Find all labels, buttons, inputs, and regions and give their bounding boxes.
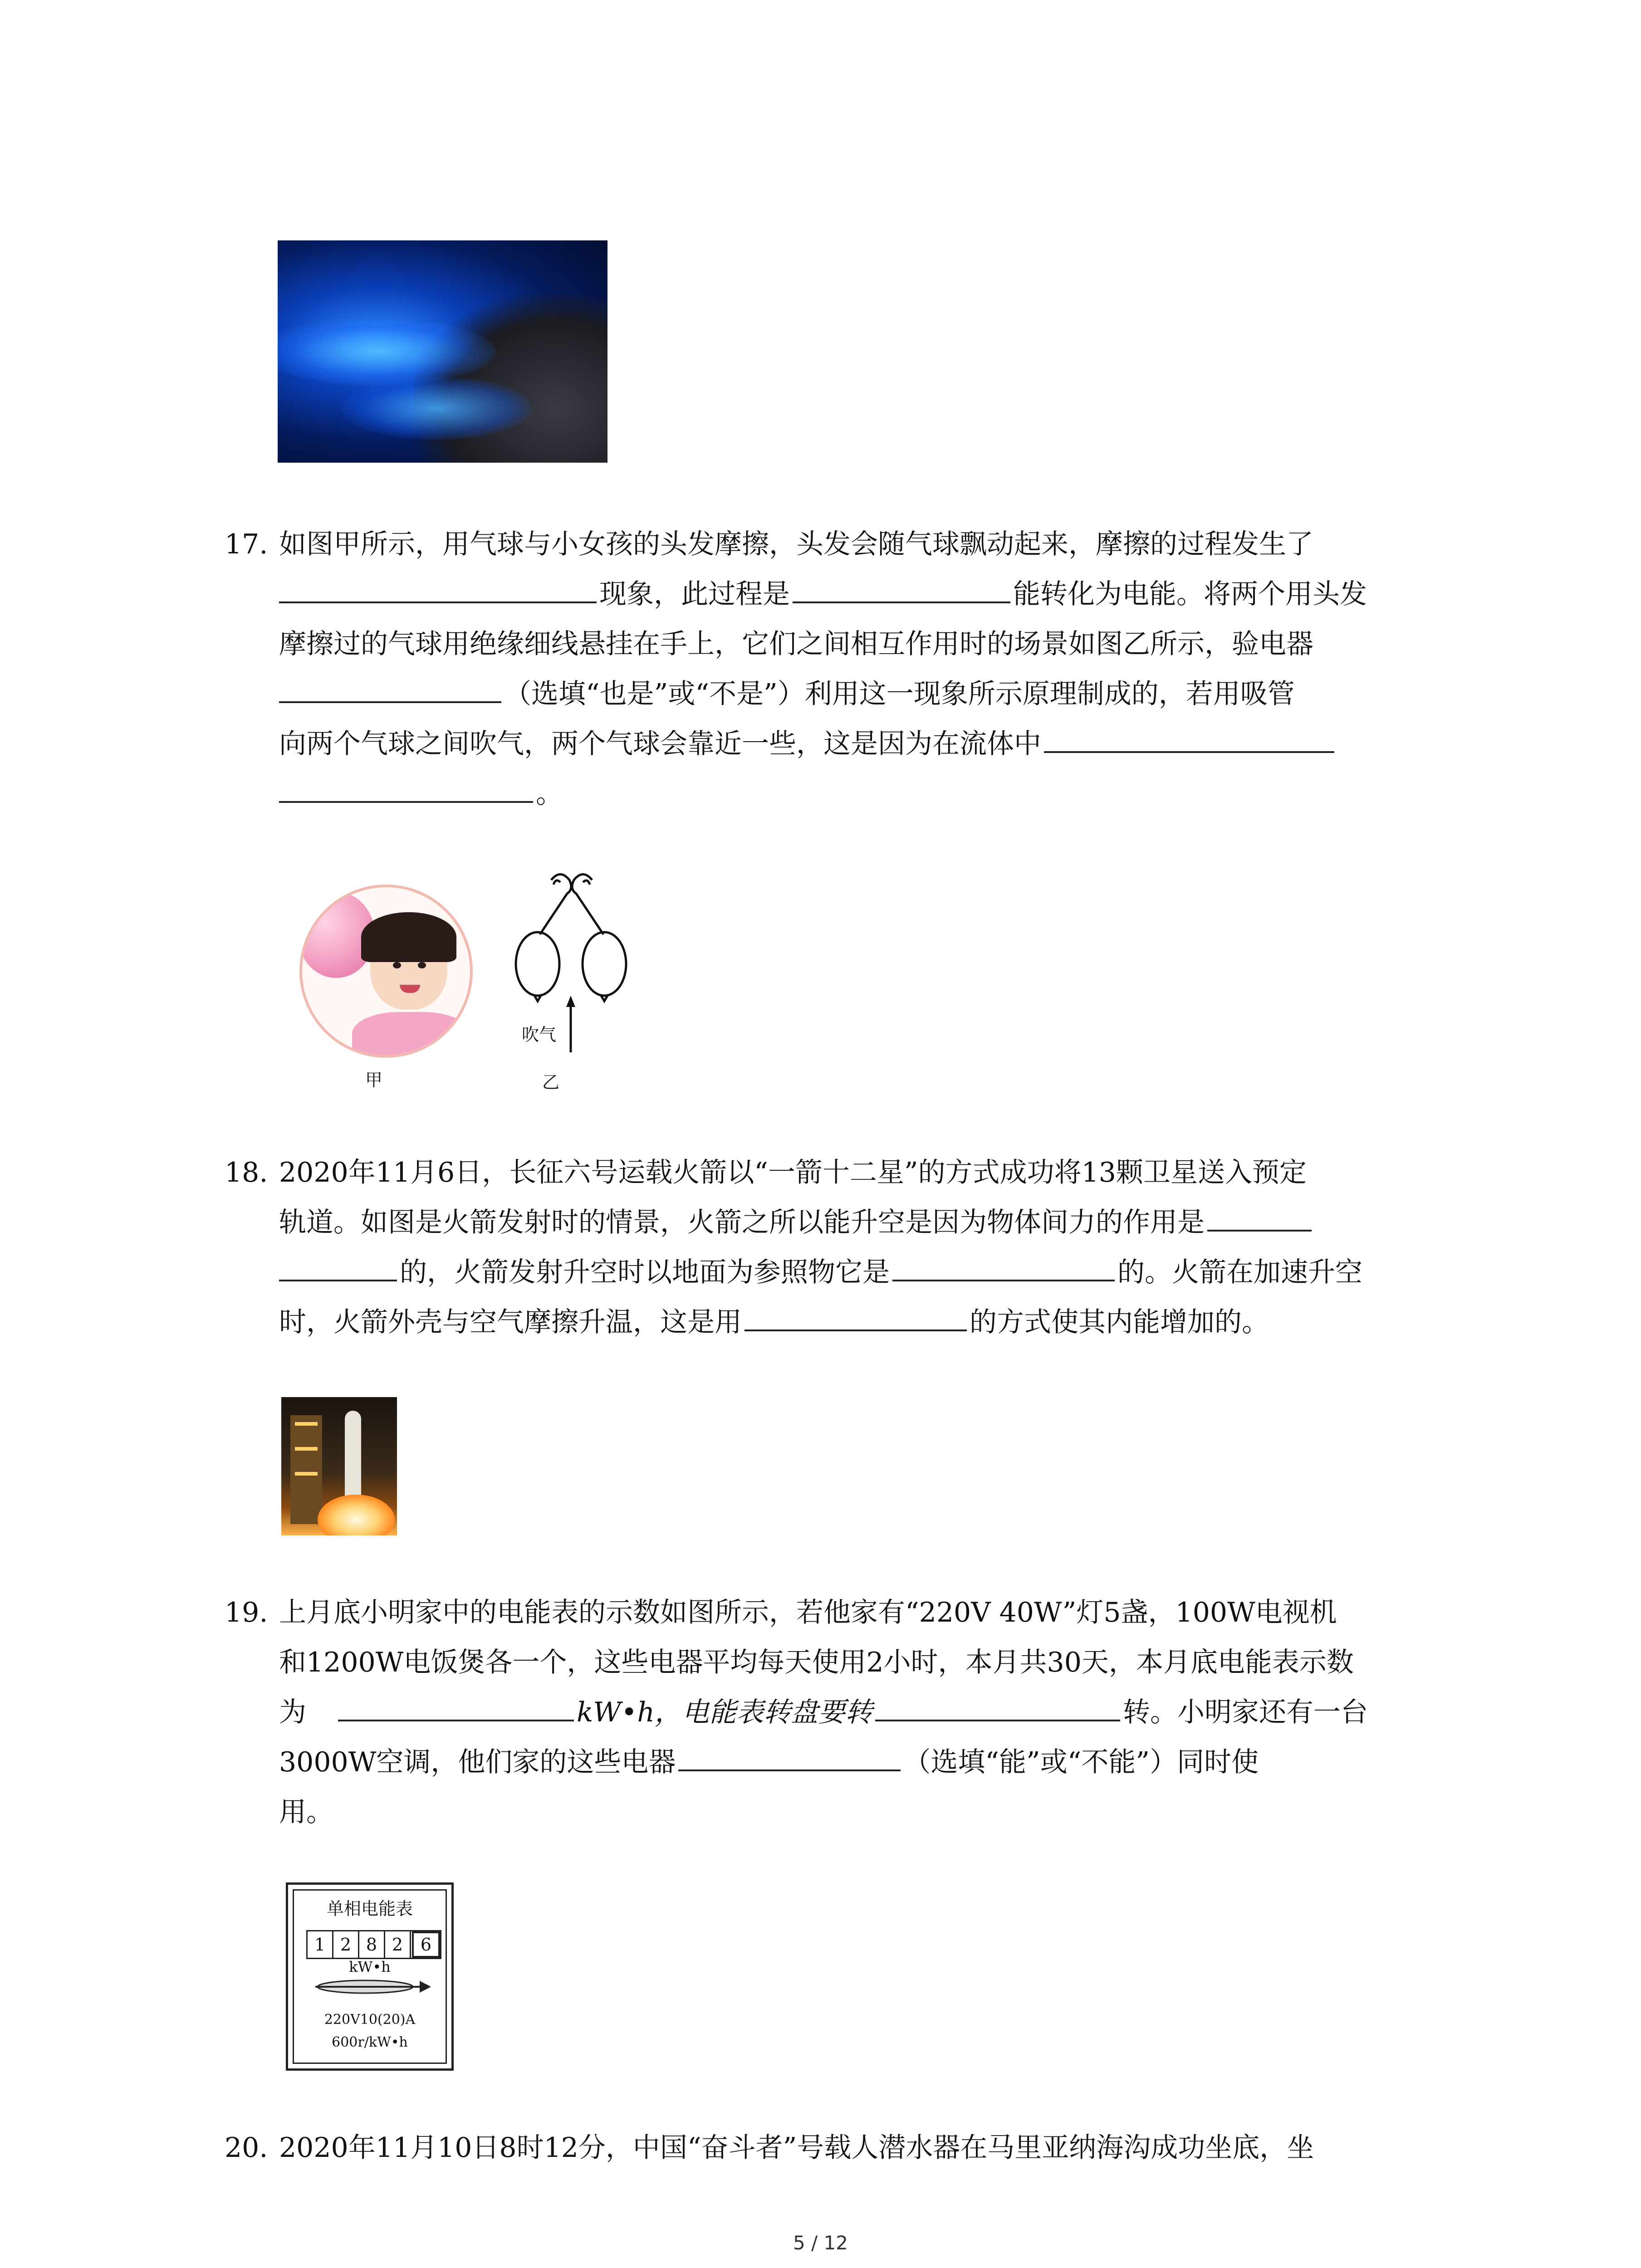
energy-meter-figure <box>286 1882 454 2071</box>
rocket <box>345 1411 361 1501</box>
meter-constant: 600r/kW•h <box>332 2034 408 2050</box>
meter-digit-display <box>306 1930 441 1959</box>
blow-label: 吹气 <box>522 1025 557 1045</box>
meter-unit: kW•h <box>349 1958 391 1975</box>
question-text: 现象，此过程是 <box>599 578 790 610</box>
answer-blank[interactable] <box>745 1298 967 1331</box>
question-text: 的方式使其内能增加的。 <box>970 1306 1269 1338</box>
question-text: 3000W空调，他们家的这些电器 <box>279 1746 676 1778</box>
meter-digit: 2 <box>333 1931 359 1958</box>
meter-disc-arrow <box>311 1975 433 1998</box>
question-text: 为 <box>279 1696 306 1728</box>
meter-rating: 220V10(20)A <box>324 2012 416 2028</box>
question-text-line: 2020年11月6日，长征六号运载火箭以“一箭十二星”的方式成功将13颗卫星送入预定 <box>279 1157 1307 1188</box>
question-text-line: 上月底小明家中的电能表的示数如图所示，若他家有“220V 40W”灯5盏，100W电视机 <box>279 1597 1337 1628</box>
question-text-line: 摩擦过的气球用绝缘细线悬挂在手上，它们之间相互作用时的场景如图乙所示，验电器 <box>279 628 1313 660</box>
question-text: 的。火箭在加速升空 <box>1117 1256 1362 1288</box>
bioluminescent-sea-photo <box>278 240 607 463</box>
question-text-line: 如图甲所示，用气球与小女孩的头发摩擦，头发会随气球飘动起来，摩擦的过程发生了 <box>279 528 1313 560</box>
question-number: 18. <box>225 1157 268 1188</box>
meter-digit: 8 <box>359 1931 385 1958</box>
answer-blank[interactable] <box>279 769 533 803</box>
answer-blank[interactable] <box>1207 1198 1312 1232</box>
question-text: 轨道。如图是火箭发射时的情景，火箭之所以能升空是因为物体间力的作用是 <box>279 1207 1205 1238</box>
rocket-launch-photo <box>281 1397 397 1535</box>
page-number: 5 / 12 <box>793 2232 848 2254</box>
question-text: 的，火箭发射升空时以地面为参照物它是 <box>400 1256 890 1288</box>
question-text: （选填“能”或“不能”）同时使 <box>903 1746 1259 1778</box>
question-text: 时，火箭外壳与空气摩擦升温，这是用 <box>279 1306 742 1338</box>
question-text: 。 <box>536 778 563 810</box>
girl-balloon-figure <box>299 885 473 1058</box>
figure-caption-yi: 乙 <box>542 1072 560 1092</box>
answer-blank[interactable] <box>892 1248 1115 1281</box>
answer-blank[interactable] <box>678 1738 901 1771</box>
question-text-line: 用。 <box>279 1796 333 1828</box>
meter-digit: 1 <box>308 1931 333 1958</box>
answer-blank[interactable] <box>875 1688 1120 1721</box>
question-text-line: 2020年11月10日8时12分，中国“奋斗者”号载人潜水器在马里亚纳海沟成功坐底，坐 <box>279 2132 1314 2164</box>
figure-caption-jia: 甲 <box>365 1070 383 1090</box>
question-number: 20. <box>225 2132 268 2164</box>
question-number: 17. <box>225 528 268 560</box>
answer-blank[interactable] <box>279 1248 397 1281</box>
question-text: kW•h，电能表转盘要转 <box>577 1696 873 1728</box>
answer-blank[interactable] <box>279 570 597 603</box>
meter-title: 单相电能表 <box>326 1899 413 1919</box>
question-text-line: 和1200W电饭煲各一个，这些电器平均每天使用2小时，本月共30天，本月底电能表示数 <box>279 1647 1354 1678</box>
question-text: 能转化为电能。将两个用头发 <box>1013 578 1367 610</box>
question-number: 19. <box>225 1597 268 1628</box>
answer-blank[interactable] <box>279 670 501 703</box>
answer-blank[interactable] <box>338 1688 574 1721</box>
answer-blank[interactable] <box>1044 719 1334 753</box>
question-text: 转。小明家还有一台 <box>1123 1696 1368 1728</box>
meter-decimal-digit: 6 <box>412 1931 440 1958</box>
question-text: （选填“也是”或“不是”）利用这一现象所示原理制成的，若用吸管 <box>504 678 1295 710</box>
meter-digit: 2 <box>385 1931 411 1958</box>
question-text: 向两个气球之间吹气，两个气球会靠近一些，这是因为在流体中 <box>279 728 1041 760</box>
answer-blank[interactable] <box>793 570 1010 603</box>
